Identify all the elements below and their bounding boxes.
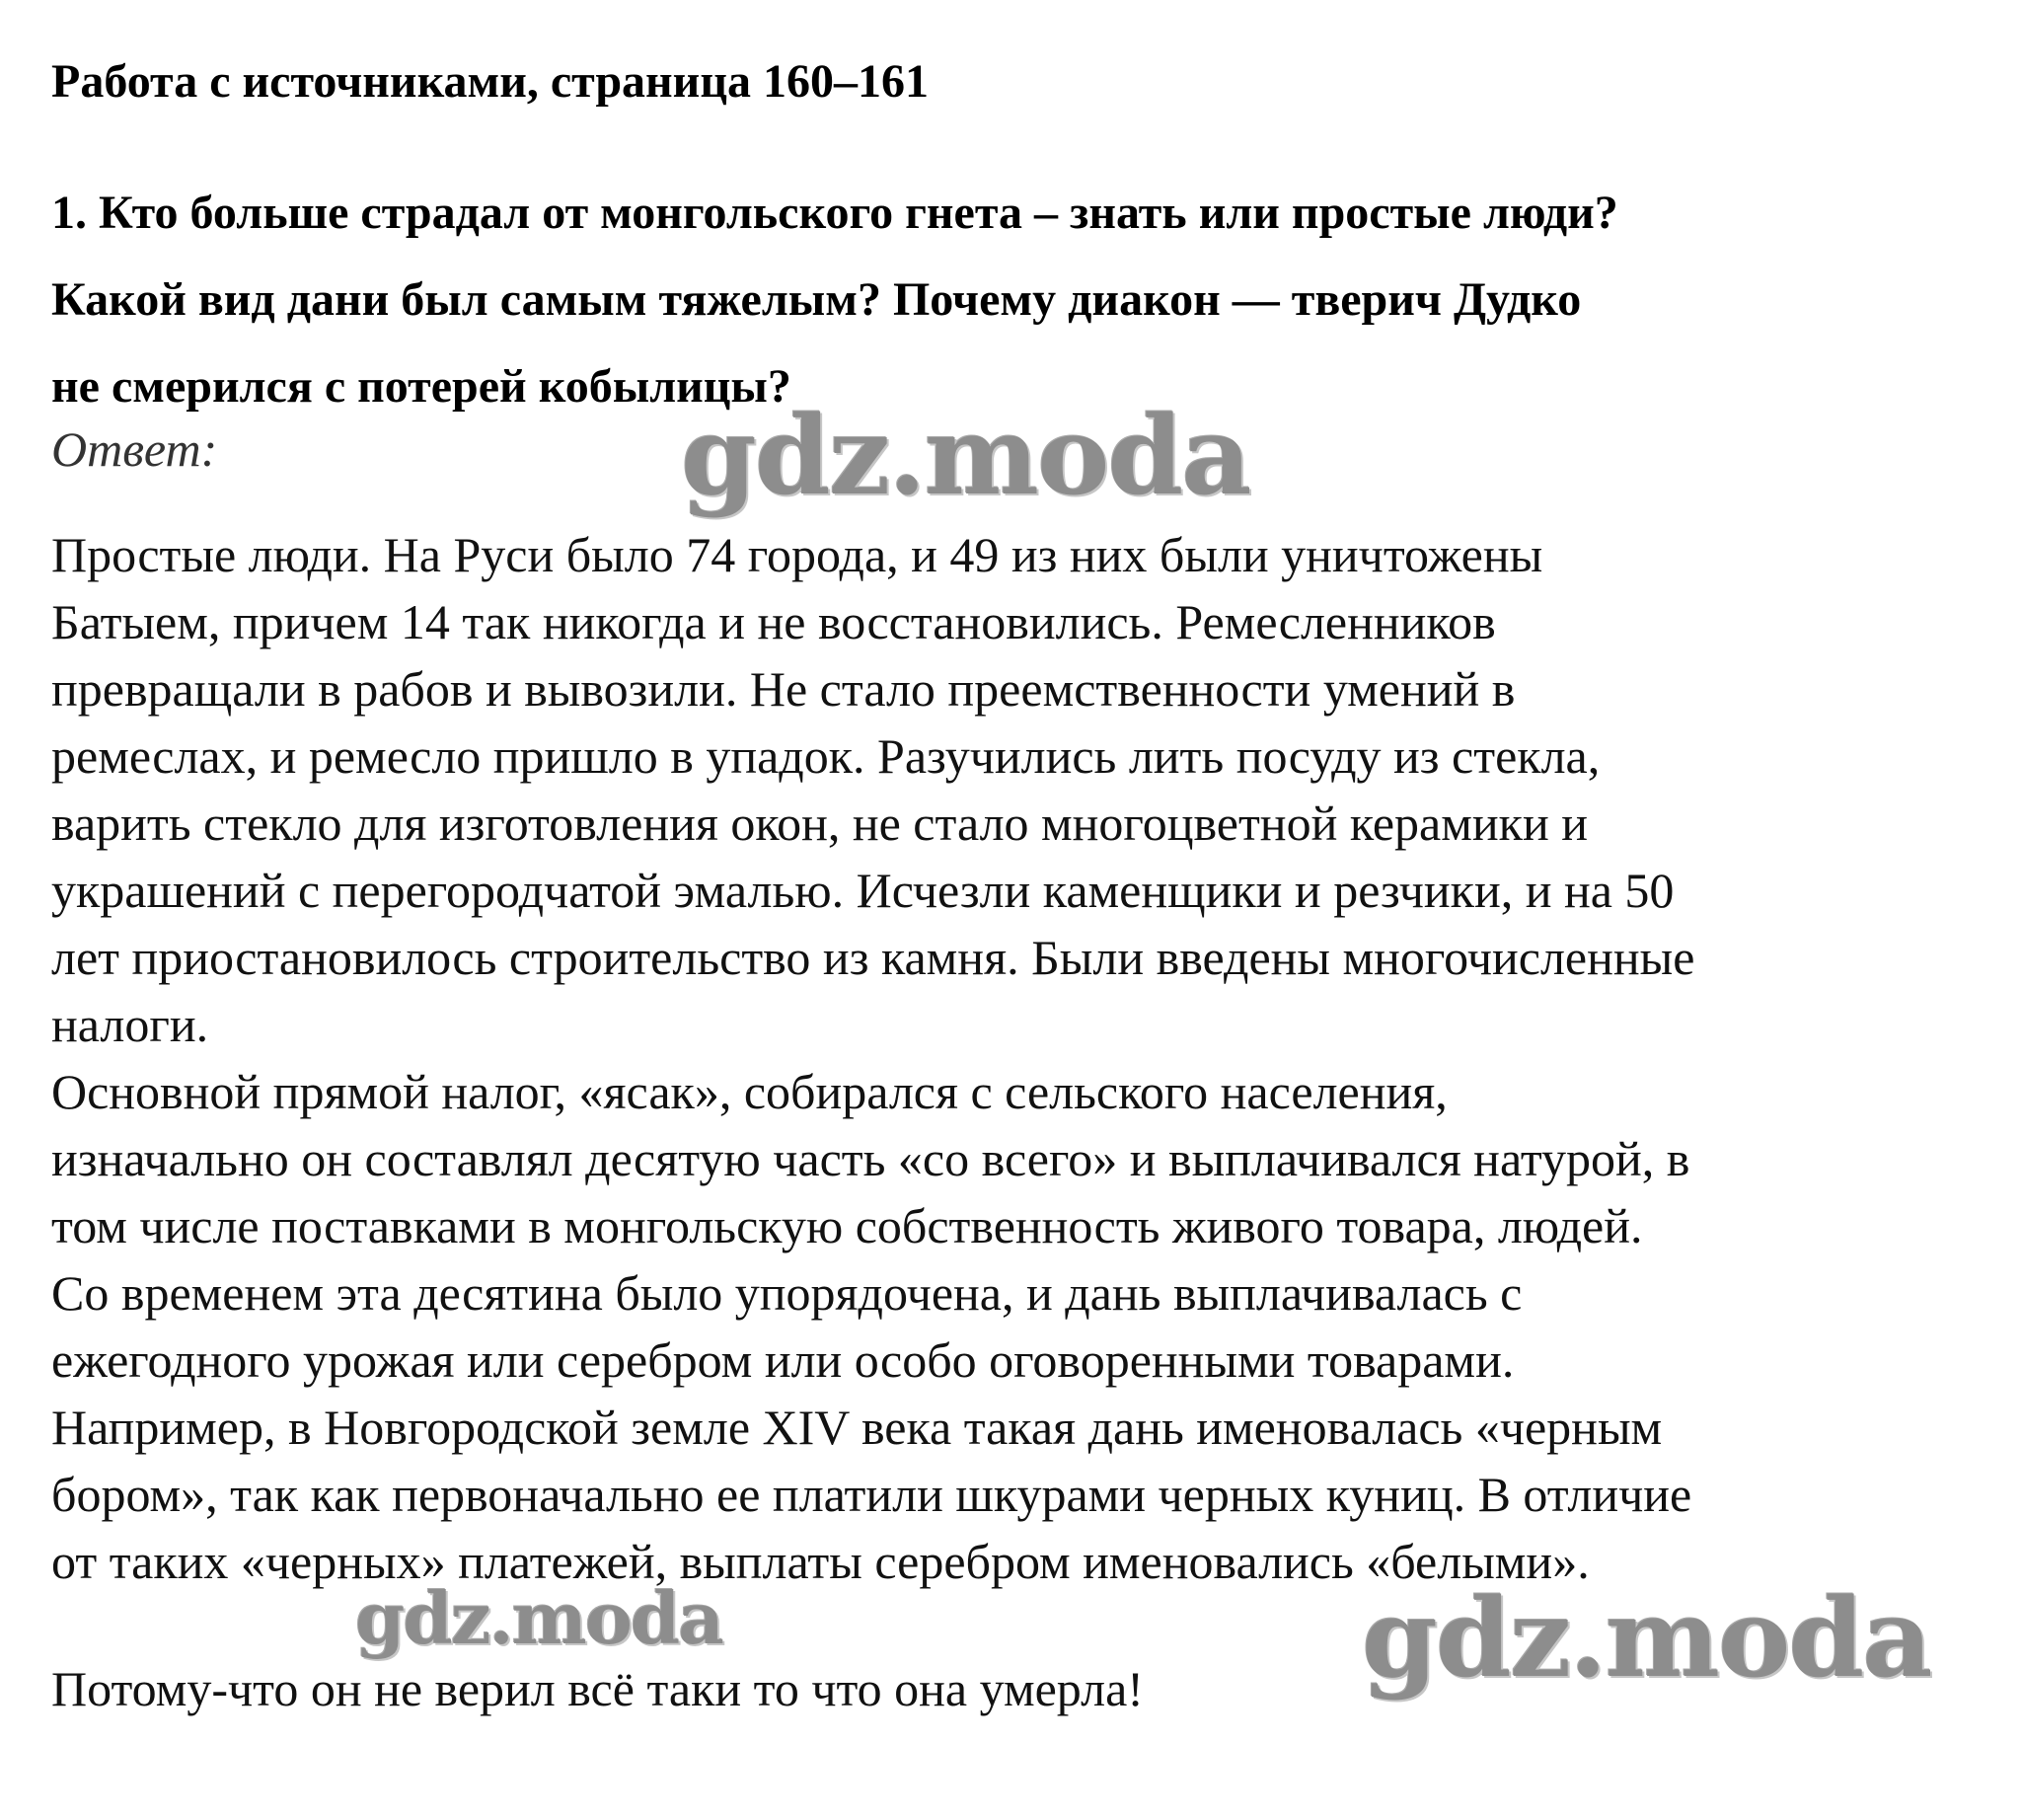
question-line: не смерился с потерей кобылицы? [51, 360, 791, 413]
answer-line: ремеслах, и ремесло пришло в упадок. Разучились лить посуду из стекла, [51, 728, 1601, 784]
answer-line: лет приостановилось строительство из камня. Были введены многочисленные [51, 930, 1695, 985]
answer-line: Батыем, причем 14 так никогда и не восстановились. Ремесленников [51, 594, 1496, 649]
answer-line: том числе поставками в монгольскую собственность живого товара, людей. [51, 1198, 1643, 1253]
answer-line: ежегодного урожая или серебром или особо оговоренными товарами. [51, 1332, 1515, 1388]
watermark-logo: gdz.moda [355, 1576, 722, 1660]
answer-line: налоги. [51, 997, 209, 1052]
answer-line: бором», так как первоначально ее платили шкурами черных куниц. В отличие [51, 1467, 1692, 1522]
answer-final-line: Потому-что он не верил всё таки то что она умерла! [51, 1661, 1144, 1716]
answer-line: Простые люди. На Руси было 74 города, и 49 из них были уничтожены [51, 527, 1543, 582]
answer-body [51, 521, 2015, 1595]
answer-line: изначально он составлял десятую часть «со всего» и выплачивался натурой, в [51, 1131, 1690, 1186]
answer-line: Например, в Новгородской земле XIV века такая дань именовалась «черным [51, 1400, 1663, 1455]
question-line: 1. Кто больше страдал от монгольского гнета – знать или простые люди? [51, 187, 1618, 239]
answer-line: украшений с перегородчатой эмалью. Исчезли каменщики и резчики, и на 50 [51, 863, 1675, 918]
answer-label: Ответ: [51, 421, 218, 477]
answer-line: превращали в рабов и вывозили. Не стало преемственности умений в [51, 661, 1516, 717]
answer-line: от таких «черных» платежей, выплаты серебром именовались «белыми». [51, 1534, 1590, 1589]
answer-line: Основной прямой налог, «ясак», собирался с сельского населения, [51, 1064, 1448, 1119]
watermark-logo: gdz.moda [681, 392, 1250, 519]
question-line: Какой вид дани был самым тяжелым? Почему диакон — тверич Дудко [51, 273, 1582, 326]
answer-line: варить стекло для изготовления окон, не стало многоцветной керамики и [51, 796, 1588, 851]
page-heading: Работа с источниками, страница 160–161 [51, 55, 929, 108]
answer-line: Со временем эта десятина было упорядочена, и дань выплачивалась с [51, 1265, 1523, 1321]
watermark-logo: gdz.moda [1362, 1574, 1931, 1702]
